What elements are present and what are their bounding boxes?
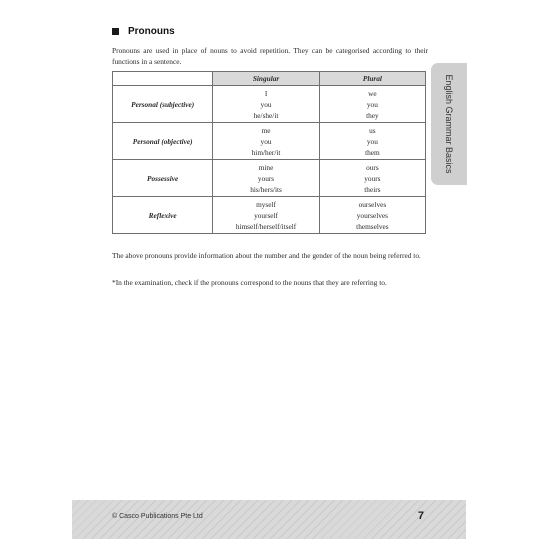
pronoun-text: yours	[364, 173, 381, 183]
section-side-tab	[431, 63, 467, 185]
pronoun-text: you	[366, 99, 378, 109]
row-label: Personal (subjective)	[113, 86, 213, 123]
table-header-singular: Singular	[213, 72, 320, 86]
singular-cell	[213, 86, 320, 123]
row-label: Personal (objective)	[113, 123, 213, 160]
table-header-blank	[113, 72, 213, 86]
singular-cell	[213, 197, 320, 234]
plural-cell	[319, 123, 425, 160]
pronoun-text: him/her/it	[251, 147, 281, 157]
pronoun-text: himself/herself/itself	[235, 221, 297, 231]
pronoun-text: ours	[366, 162, 379, 172]
singular-cell	[213, 123, 320, 160]
pronoun-text: mine	[258, 162, 274, 172]
plural-cell	[319, 197, 425, 234]
pronoun-text: yourself	[254, 210, 278, 220]
row-label: Reflexive	[113, 197, 213, 234]
pronoun-text: yours	[257, 173, 275, 183]
section-heading	[112, 26, 175, 37]
pronoun-text: we	[368, 88, 377, 98]
row-label: Possessive	[113, 160, 213, 197]
pronoun-table	[112, 71, 426, 234]
page-number: 7	[417, 510, 424, 522]
pronoun-text: you	[366, 136, 378, 146]
pronoun-text: yourselves	[356, 210, 388, 220]
pronoun-text: they	[366, 110, 379, 120]
publisher-credit: © Casco Publications Pte Ltd	[112, 513, 203, 520]
table-header-row	[113, 72, 426, 86]
pronoun-text: I	[264, 88, 268, 98]
plural-cell	[319, 86, 425, 123]
number-gender-paragraph: The above pronouns provide information about the number and the gender of the noun being referred to.	[112, 251, 421, 260]
pronoun-text: he/she/it	[253, 110, 279, 120]
pronoun-text: me	[261, 125, 271, 135]
table-header-plural: Plural	[319, 72, 425, 86]
pronoun-text: ourselves	[358, 199, 387, 209]
plural-cell	[319, 160, 425, 197]
square-bullet-icon	[112, 28, 119, 35]
pronoun-text: us	[369, 125, 376, 135]
section-title: Pronouns	[128, 26, 175, 37]
side-tab-label: English Grammar Basics	[444, 74, 454, 174]
table-row	[113, 160, 426, 197]
table-row	[113, 86, 426, 123]
intro-paragraph: Pronouns are used in place of nouns to avoid repetition. They can be categorised according to their functions in a sentence.	[112, 46, 428, 66]
pronoun-text: myself	[256, 199, 276, 209]
pronoun-text: theirs	[364, 184, 381, 194]
table-row	[113, 197, 426, 234]
pronoun-text: his/hers/its	[250, 184, 282, 194]
singular-cell	[213, 160, 320, 197]
pronoun-text: you	[260, 136, 272, 146]
pronoun-text: them	[365, 147, 380, 157]
page-footer	[72, 500, 466, 539]
pronoun-text: you	[260, 99, 272, 109]
examination-note: *In the examination, check if the pronouns correspond to the nouns that they are referring to.	[112, 278, 387, 287]
pronoun-text: themselves	[356, 221, 389, 231]
table-row	[113, 123, 426, 160]
